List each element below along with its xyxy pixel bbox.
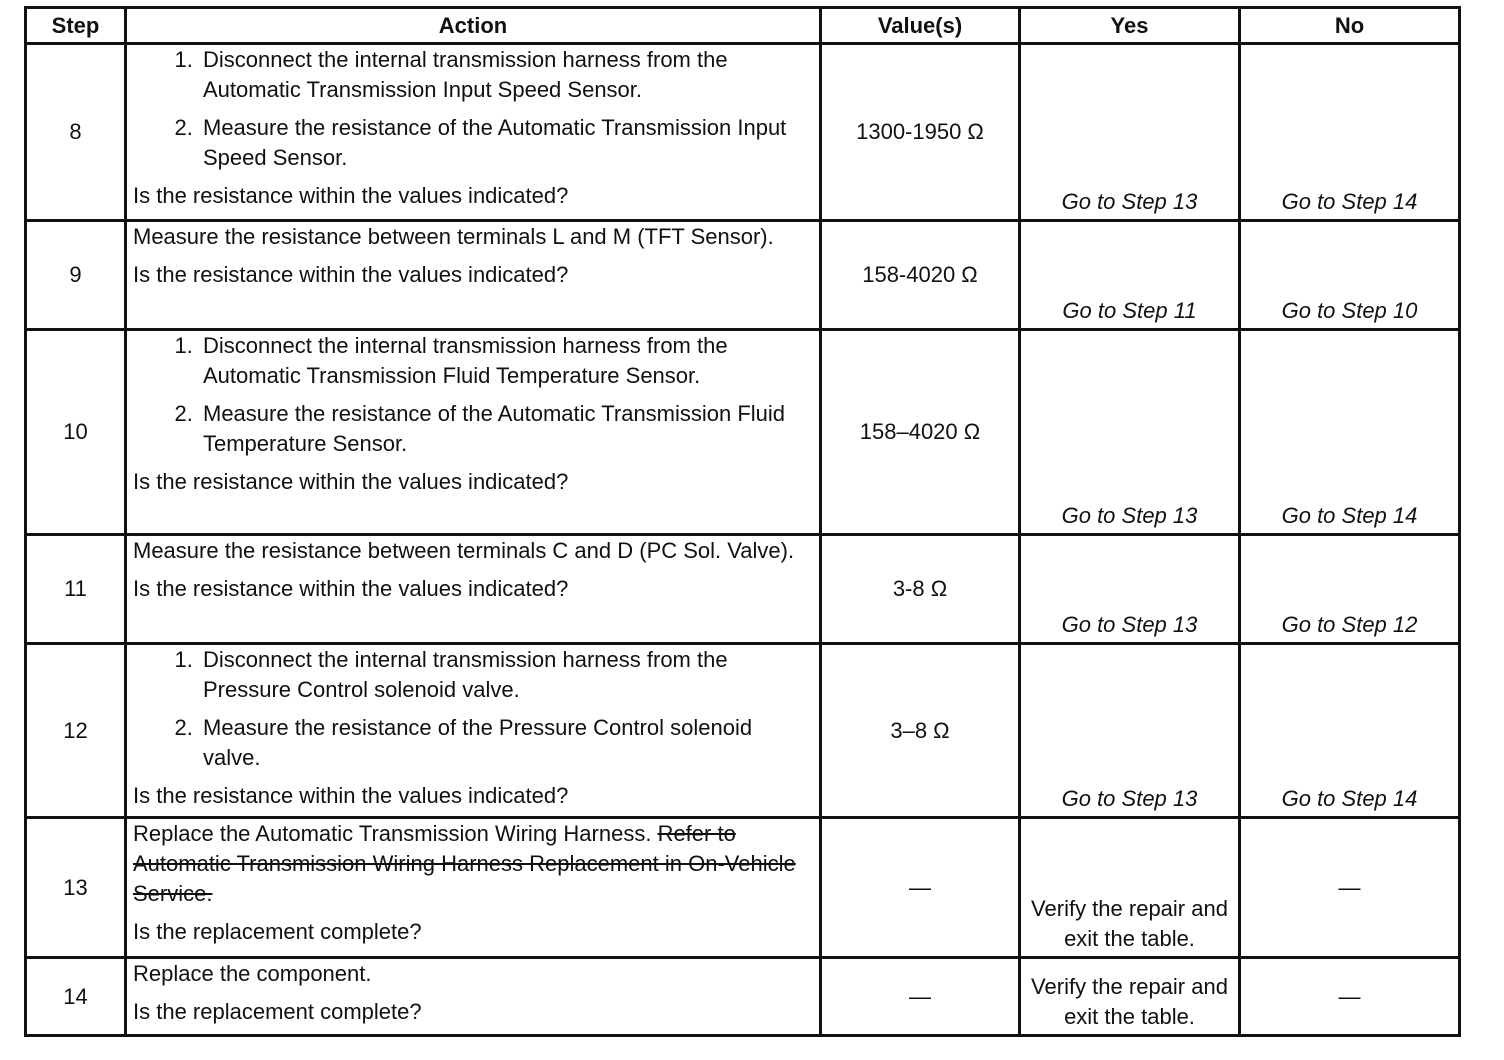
table-row: [26, 330, 1460, 535]
struck-reference: Refer to Automatic Transmission Wiring Harness Replacement in On-Vehicle Service.: [133, 821, 796, 906]
goto-link: Go to Step 14: [1281, 189, 1418, 214]
action-cell: [126, 958, 821, 1036]
verify-text: Verify the repair and exit the table.: [1031, 896, 1228, 951]
no-cell: [1240, 644, 1460, 818]
action-question: Is the resistance within the values indicated?: [133, 469, 569, 494]
goto-link: Go to Step 13: [1061, 503, 1198, 528]
header-step: Step: [26, 8, 126, 44]
no-cell: [1240, 44, 1460, 221]
yes-cell: [1020, 535, 1240, 644]
yes-cell: [1020, 644, 1240, 818]
step-number: 10: [26, 330, 126, 535]
yes-cell: [1020, 818, 1240, 958]
replace-instruction: Replace the Automatic Transmission Wiring Harness.: [133, 821, 652, 846]
goto-link: Go to Step 11: [1062, 298, 1197, 323]
value-cell: 1300-1950 Ω: [821, 44, 1020, 221]
action-cell: [126, 535, 821, 644]
no-cell: —: [1240, 958, 1460, 1036]
step-number: 12: [26, 644, 126, 818]
no-cell: [1240, 221, 1460, 330]
action-steps: [133, 645, 813, 773]
no-cell: [1240, 535, 1460, 644]
goto-link: Go to Step 10: [1281, 298, 1418, 323]
list-item: 2. Measure the resistance of the Automatic Transmission Input Speed Sensor.: [199, 113, 813, 173]
action-question: Is the replacement complete?: [133, 999, 422, 1024]
diagnostic-table: [24, 6, 1461, 1037]
no-cell: —: [1240, 818, 1460, 958]
no-cell: [1240, 330, 1460, 535]
action-cell: [126, 818, 821, 958]
list-item: 1. Disconnect the internal transmission harness from the Automatic Transmission Input Speed Sensor.: [199, 45, 813, 105]
goto-link: Go to Step 14: [1281, 503, 1418, 528]
action-text: [133, 819, 813, 909]
yes-cell: [1020, 221, 1240, 330]
action-cell: [126, 44, 821, 221]
verify-text: Verify the repair and exit the table.: [1031, 974, 1228, 1029]
action-question: Is the resistance within the values indicated?: [133, 576, 569, 601]
action-text: Measure the resistance between terminals C and D (PC Sol. Valve).: [133, 538, 795, 563]
header-values: Value(s): [821, 8, 1020, 44]
value-cell: —: [821, 818, 1020, 958]
step-number: 13: [26, 818, 126, 958]
list-item: 1. Disconnect the internal transmission harness from the Pressure Control solenoid valve.: [199, 645, 813, 705]
action-text: Measure the resistance between terminals L and M (TFT Sensor).: [133, 224, 774, 249]
list-item: 2. Measure the resistance of the Pressure Control solenoid valve.: [199, 713, 813, 773]
goto-link: Go to Step 13: [1061, 786, 1198, 811]
table-row: [26, 818, 1460, 958]
header-no: No: [1240, 8, 1460, 44]
value-cell: 158-4020 Ω: [821, 221, 1020, 330]
action-question: Is the resistance within the values indicated?: [133, 783, 569, 808]
action-steps: [133, 331, 813, 459]
action-cell: [126, 644, 821, 818]
value-cell: 158–4020 Ω: [821, 330, 1020, 535]
action-question: Is the replacement complete?: [133, 919, 422, 944]
header-yes: Yes: [1020, 8, 1240, 44]
table-row: [26, 644, 1460, 818]
action-cell: [126, 330, 821, 535]
goto-link: Go to Step 14: [1281, 786, 1418, 811]
action-question: Is the resistance within the values indicated?: [133, 183, 569, 208]
table-row: [26, 221, 1460, 330]
action-cell: [126, 221, 821, 330]
action-steps: [133, 45, 813, 173]
step-number: 11: [26, 535, 126, 644]
value-cell: —: [821, 958, 1020, 1036]
goto-link: Go to Step 12: [1281, 612, 1418, 637]
value-cell: 3–8 Ω: [821, 644, 1020, 818]
value-cell: 3-8 Ω: [821, 535, 1020, 644]
table-row: [26, 44, 1460, 221]
step-number: 14: [26, 958, 126, 1036]
step-number: 8: [26, 44, 126, 221]
header-action: Action: [126, 8, 821, 44]
table-row: [26, 958, 1460, 1036]
step-number: 9: [26, 221, 126, 330]
header-row: [26, 8, 1460, 44]
yes-cell: [1020, 958, 1240, 1036]
yes-cell: [1020, 44, 1240, 221]
list-item: 1. Disconnect the internal transmission harness from the Automatic Transmission Fluid Temperature Sensor.: [199, 331, 813, 391]
goto-link: Go to Step 13: [1061, 189, 1198, 214]
table-row: [26, 535, 1460, 644]
list-item: 2. Measure the resistance of the Automatic Transmission Fluid Temperature Sensor.: [199, 399, 813, 459]
yes-cell: [1020, 330, 1240, 535]
goto-link: Go to Step 13: [1061, 612, 1198, 637]
action-question: Is the resistance within the values indicated?: [133, 262, 569, 287]
action-text: Replace the component.: [133, 961, 372, 986]
